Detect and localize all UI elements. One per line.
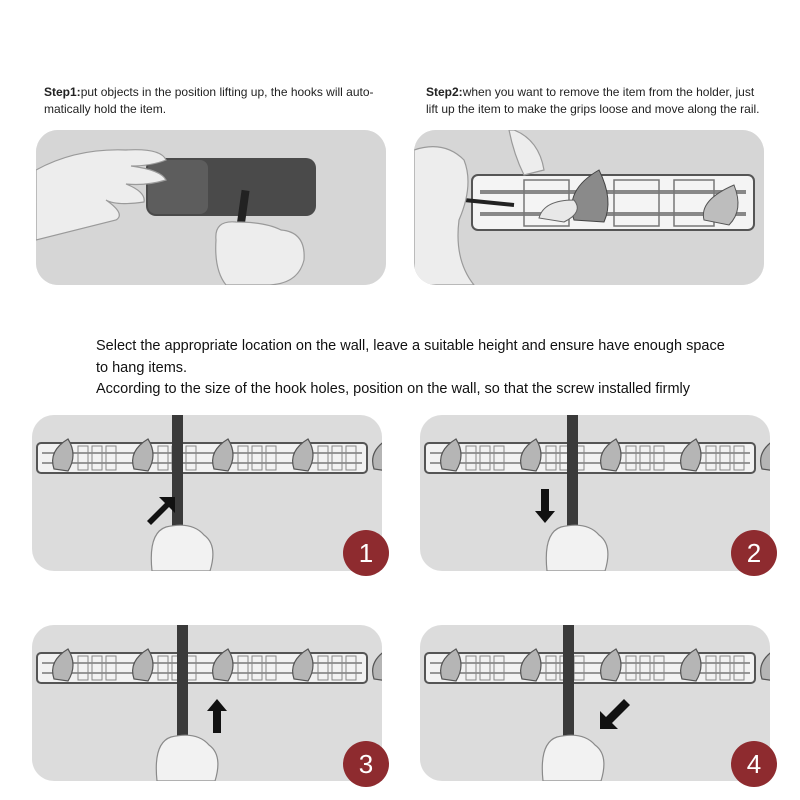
step-panel-2 [420, 415, 770, 571]
step1-text-line1: put objects in the position lifting up, the hooks will auto- [80, 85, 374, 99]
hook-grip [761, 439, 770, 471]
step2-text-line1: when you want to remove the item from the holder, just [462, 85, 755, 99]
installation-instructions [96, 336, 756, 401]
step1-illustration [36, 130, 386, 285]
hand [546, 525, 608, 571]
hand [156, 735, 218, 781]
hand [542, 735, 604, 781]
direction-arrow-icon [535, 489, 555, 523]
step-badge-1: 1 [343, 530, 389, 576]
direction-arrow-icon [147, 497, 175, 525]
instruction-line-1: Select the appropriate location on the wall, leave a suitable height and ensure have enough space [96, 338, 725, 354]
direction-arrow-icon [600, 699, 630, 729]
step1-label: Step1: [44, 85, 81, 99]
step-panel-1 [32, 415, 382, 571]
step2-label: Step2: [426, 85, 463, 99]
step2-text-line2: lift up the item to make the grips loose and move along the rail. [426, 102, 760, 116]
step-badge-4: 4 [731, 741, 777, 787]
step-panel-4 [420, 625, 770, 781]
instruction-line-3: According to the size of the hook holes, position on the wall, so that the screw installed firmly [96, 381, 691, 397]
step-badge-2: 2 [731, 530, 777, 576]
hook-grip [373, 439, 382, 471]
step1-text-line2: matically hold the item. [44, 102, 167, 116]
hook-grip [761, 649, 770, 681]
step-2-drawing [420, 415, 770, 571]
direction-arrow-icon [207, 699, 227, 733]
step-3-drawing [32, 625, 382, 781]
step2-caption [426, 84, 776, 118]
hook-grip [373, 649, 382, 681]
step-1-drawing [32, 415, 382, 571]
hand [151, 525, 213, 571]
step-badge-3: 3 [343, 741, 389, 787]
step1-caption [44, 84, 384, 118]
step-panel-3 [32, 625, 382, 781]
step-4-drawing [420, 625, 770, 781]
instruction-line-2: to hang items. [96, 359, 188, 376]
step2-illustration [414, 130, 764, 285]
